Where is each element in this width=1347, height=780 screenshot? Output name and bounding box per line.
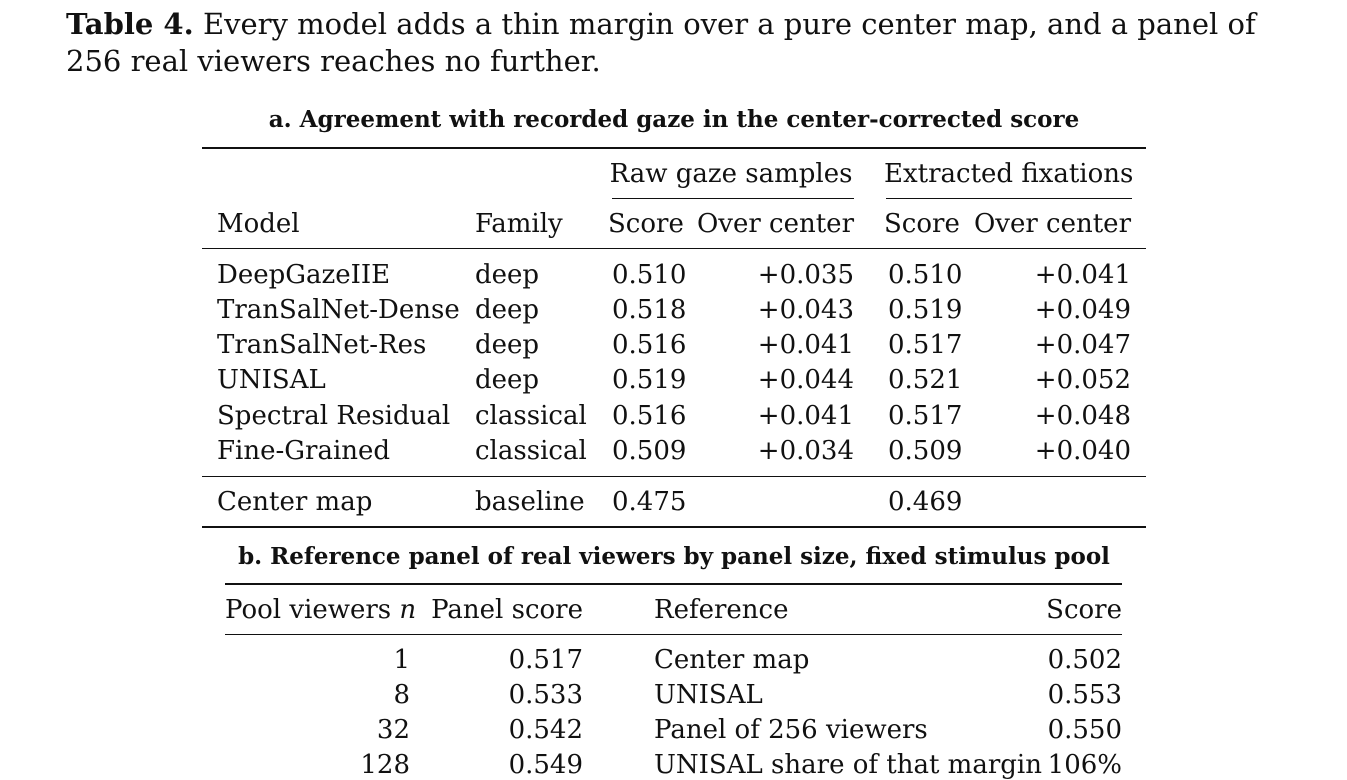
cell-raw-over-center: +0.043 (757, 295, 854, 325)
group-rule-raw (612, 198, 854, 199)
cell-family: baseline (475, 487, 585, 517)
cell-fix-over-center: +0.040 (1034, 436, 1131, 466)
cell-pool-viewers: 128 (360, 750, 410, 780)
cell-panel-score: 0.517 (508, 645, 583, 675)
cell-raw-score: 0.518 (612, 295, 687, 325)
cell-raw-score: 0.516 (612, 330, 687, 360)
col-header-pool-viewers (225, 595, 416, 625)
col-header-model: Model (217, 209, 300, 239)
col-header-family: Family (475, 209, 563, 239)
table-a-subcaption: a. Agreement with recorded gaze in the center-corrected score (268, 106, 1080, 133)
table-a-bottom-rule (202, 526, 1146, 528)
cell-pool-viewers: 8 (393, 680, 410, 710)
col-header-fix-score: Score (884, 209, 960, 239)
cell-panel-score: 0.533 (508, 680, 583, 710)
cell-model: TranSalNet-Dense (217, 295, 460, 325)
cell-fix-over-center: +0.041 (1034, 260, 1131, 290)
table-a-baseline-rule (202, 476, 1146, 477)
table-b-top-rule (225, 583, 1122, 585)
cell-family: classical (475, 436, 587, 466)
cell-model: TranSalNet-Res (217, 330, 427, 360)
cell-fix-over-center: +0.049 (1034, 295, 1131, 325)
cell-fix-score: 0.521 (888, 365, 963, 395)
cell-raw-score: 0.509 (612, 436, 687, 466)
cell-model: Fine-Grained (217, 436, 391, 466)
cell-fix-score: 0.517 (888, 330, 963, 360)
cell-family: deep (475, 260, 540, 290)
cell-fix-over-center: +0.052 (1034, 365, 1131, 395)
cell-score: 106% (1047, 750, 1122, 780)
col-header-panel-score: Panel score (431, 595, 583, 625)
cell-raw-over-center: +0.034 (757, 436, 854, 466)
cell-family: classical (475, 401, 587, 431)
col-header-raw-score: Score (608, 209, 684, 239)
cell-raw-over-center: +0.041 (757, 330, 854, 360)
col-header-raw-over-center: Over center (696, 209, 854, 239)
cell-model: Center map (217, 487, 373, 517)
cell-score: 0.553 (1047, 680, 1122, 710)
group-header-fixations: Extracted fixations (884, 159, 1134, 189)
group-rule-fixations (886, 198, 1132, 199)
table-label: Table 4. (66, 7, 194, 41)
cell-pool-viewers: 32 (376, 715, 410, 745)
cell-fix-score: 0.517 (888, 401, 963, 431)
cell-fix-over-center: +0.048 (1034, 401, 1131, 431)
cell-panel-score: 0.542 (508, 715, 583, 745)
caption-text: Every model adds a thin margin over a pure center map, and a panel of 256 real viewers reaches no further. (66, 7, 1256, 78)
cell-model: UNISAL (217, 365, 326, 395)
cell-panel-score: 0.549 (508, 750, 583, 780)
cell-model: DeepGazeIIE (217, 260, 391, 290)
cell-fix-over-center: +0.047 (1034, 330, 1131, 360)
cell-raw-over-center: +0.035 (757, 260, 854, 290)
cell-model: Spectral Residual (217, 401, 451, 431)
cell-raw-score: 0.516 (612, 401, 687, 431)
col-header-pool-viewers-n: n (399, 595, 417, 625)
cell-family: deep (475, 295, 540, 325)
col-header-reference: Reference (654, 595, 789, 625)
cell-reference: Panel of 256 viewers (654, 715, 928, 745)
cell-fix-score: 0.519 (888, 295, 963, 325)
group-header-raw: Raw gaze samples (609, 159, 853, 189)
table-caption (66, 6, 1296, 80)
cell-reference: Center map (654, 645, 810, 675)
cell-family: deep (475, 365, 540, 395)
cell-raw-over-center: +0.044 (757, 365, 854, 395)
cell-reference: UNISAL share of that margin (654, 750, 1042, 780)
table-b-subcaption: b. Reference panel of real viewers by panel size, fixed stimulus pool (238, 543, 1110, 570)
table-a-top-rule (202, 147, 1146, 149)
cell-raw-score: 0.519 (612, 365, 687, 395)
col-header-fix-over-center: Over center (973, 209, 1131, 239)
cell-raw-score: 0.475 (612, 487, 687, 517)
col-header-score: Score (1046, 595, 1122, 625)
cell-raw-score: 0.510 (612, 260, 687, 290)
col-header-pool-viewers-label: Pool viewers (225, 595, 392, 625)
cell-pool-viewers: 1 (393, 645, 410, 675)
cell-score: 0.550 (1047, 715, 1122, 745)
cell-fix-score: 0.510 (888, 260, 963, 290)
cell-fix-score: 0.469 (888, 487, 963, 517)
cell-raw-over-center: +0.041 (757, 401, 854, 431)
cell-reference: UNISAL (654, 680, 763, 710)
cell-fix-score: 0.509 (888, 436, 963, 466)
table-a-header-rule (202, 248, 1146, 249)
cell-family: deep (475, 330, 540, 360)
cell-score: 0.502 (1047, 645, 1122, 675)
table-b-header-rule (225, 634, 1122, 635)
